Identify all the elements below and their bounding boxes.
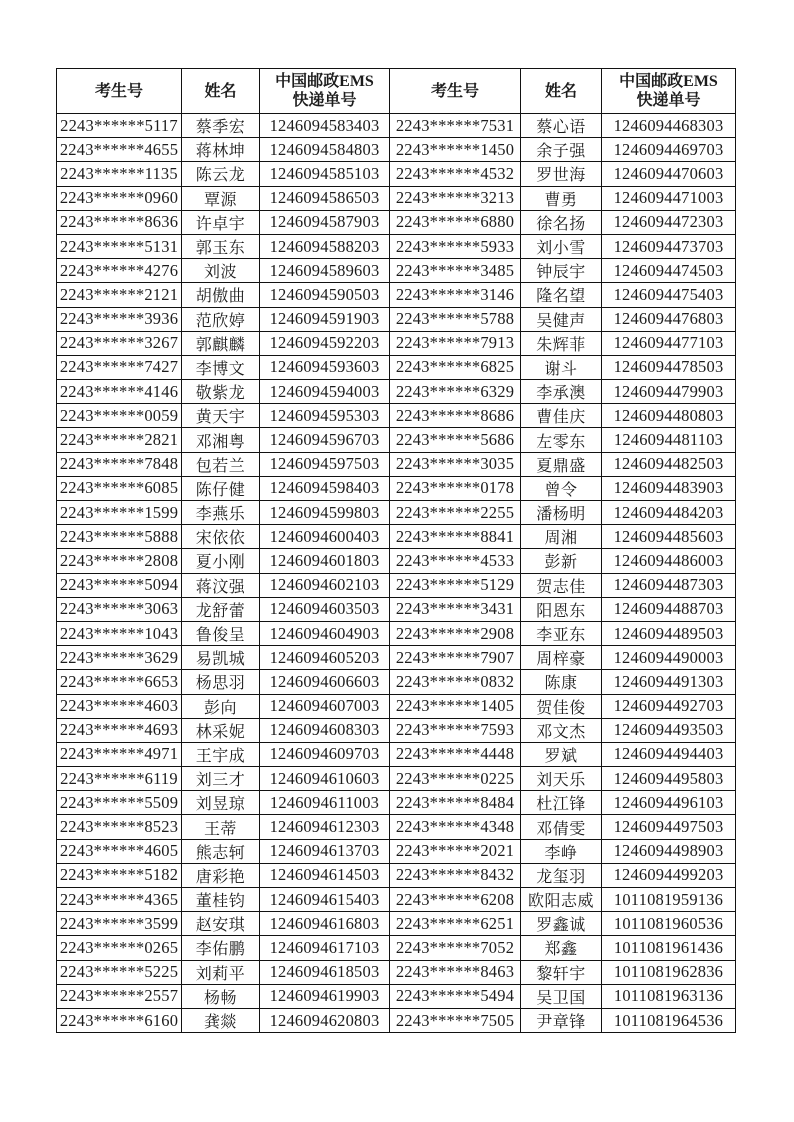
candidate-id-cell: 2243******3629	[57, 646, 182, 670]
candidate-id-cell: 2243******7593	[390, 718, 521, 742]
table-row	[57, 452, 736, 476]
ems-number-cell: 1246094585103	[260, 162, 390, 186]
table-row	[57, 476, 736, 500]
name-cell: 杨思羽	[182, 670, 260, 694]
ems-number-cell: 1246094470603	[602, 162, 736, 186]
candidate-id-cell: 2243******4693	[57, 718, 182, 742]
ems-number-cell: 1246094478503	[602, 355, 736, 379]
candidate-ems-table	[56, 68, 736, 1033]
ems-number-cell: 1246094475403	[602, 283, 736, 307]
candidate-id-cell: 2243******6880	[390, 210, 521, 234]
table-row	[57, 936, 736, 960]
name-cell: 黎轩宇	[521, 960, 602, 984]
candidate-id-cell: 2243******6653	[57, 670, 182, 694]
name-cell: 夏小刚	[182, 549, 260, 573]
name-cell: 曹佳庆	[521, 404, 602, 428]
table-row	[57, 646, 736, 670]
name-cell: 王蒂	[182, 815, 260, 839]
ems-number-cell: 1246094494403	[602, 742, 736, 766]
ems-number-cell: 1246094594003	[260, 380, 390, 404]
name-cell: 陈康	[521, 670, 602, 694]
table-row	[57, 863, 736, 887]
table-row	[57, 1008, 736, 1032]
table-body	[57, 114, 736, 1033]
name-cell: 董桂钧	[182, 888, 260, 912]
name-cell: 钟辰宇	[521, 259, 602, 283]
candidate-id-header: 考生号	[390, 69, 521, 114]
candidate-id-cell: 2243******5131	[57, 234, 182, 258]
name-cell: 李亚东	[521, 621, 602, 645]
ems-number-cell: 1246094609703	[260, 742, 390, 766]
candidate-id-cell: 2243******3936	[57, 307, 182, 331]
table-row	[57, 670, 736, 694]
candidate-id-cell: 2243******5182	[57, 863, 182, 887]
table-row	[57, 694, 736, 718]
ems-number-cell: 1246094597503	[260, 452, 390, 476]
ems-header-line1: 中国邮政EMS	[275, 73, 374, 90]
table-row	[57, 718, 736, 742]
ems-number-cell: 1246094496103	[602, 791, 736, 815]
name-cell: 隆名望	[521, 283, 602, 307]
candidate-id-cell: 2243******5094	[57, 573, 182, 597]
name-cell: 曹勇	[521, 186, 602, 210]
table-row	[57, 767, 736, 791]
ems-number-cell: 1246094489503	[602, 621, 736, 645]
ems-number-cell: 1246094471003	[602, 186, 736, 210]
candidate-id-cell: 2243******2121	[57, 283, 182, 307]
ems-number-header	[260, 69, 390, 114]
candidate-id-cell: 2243******5225	[57, 960, 182, 984]
ems-number-cell: 1246094604903	[260, 621, 390, 645]
candidate-id-cell: 2243******0265	[57, 936, 182, 960]
name-cell: 阳恩东	[521, 597, 602, 621]
table-row	[57, 742, 736, 766]
candidate-id-cell: 2243******2255	[390, 501, 521, 525]
candidate-id-cell: 2243******5129	[390, 573, 521, 597]
table-row	[57, 549, 736, 573]
name-cell: 蒋汶强	[182, 573, 260, 597]
candidate-id-cell: 2243******3431	[390, 597, 521, 621]
candidate-id-cell: 2243******4532	[390, 162, 521, 186]
ems-number-cell: 1246094602103	[260, 573, 390, 597]
ems-number-cell: 1246094617103	[260, 936, 390, 960]
table-row	[57, 380, 736, 404]
candidate-id-cell: 2243******5494	[390, 984, 521, 1008]
candidate-id-cell: 2243******8432	[390, 863, 521, 887]
name-cell: 易凯城	[182, 646, 260, 670]
name-cell: 贺志佳	[521, 573, 602, 597]
table-row	[57, 138, 736, 162]
name-cell: 李承澳	[521, 380, 602, 404]
name-cell: 赵安琪	[182, 912, 260, 936]
candidate-id-cell: 2243******1135	[57, 162, 182, 186]
candidate-id-cell: 2243******7427	[57, 355, 182, 379]
name-cell: 陈云龙	[182, 162, 260, 186]
name-cell: 左零东	[521, 428, 602, 452]
name-cell: 宋依依	[182, 525, 260, 549]
name-cell: 陈仔健	[182, 476, 260, 500]
name-cell: 余子强	[521, 138, 602, 162]
table-row	[57, 307, 736, 331]
ems-number-cell: 1246094482503	[602, 452, 736, 476]
ems-number-cell: 1246094468303	[602, 114, 736, 138]
ems-number-cell: 1246094596703	[260, 428, 390, 452]
name-cell: 李峥	[521, 839, 602, 863]
name-cell: 郭玉东	[182, 234, 260, 258]
candidate-id-cell: 2243******7848	[57, 452, 182, 476]
candidate-id-cell: 2243******4655	[57, 138, 182, 162]
candidate-id-cell: 2243******3213	[390, 186, 521, 210]
candidate-id-cell: 2243******3267	[57, 331, 182, 355]
ems-number-cell: 1246094603503	[260, 597, 390, 621]
ems-number-cell: 1246094499203	[602, 863, 736, 887]
ems-number-cell: 1246094473703	[602, 234, 736, 258]
name-cell: 龚燚	[182, 1008, 260, 1032]
table-row	[57, 960, 736, 984]
ems-number-cell: 1011081961436	[602, 936, 736, 960]
name-cell: 周湘	[521, 525, 602, 549]
candidate-id-cell: 2243******0059	[57, 404, 182, 428]
ems-number-cell: 1246094605203	[260, 646, 390, 670]
table-row	[57, 815, 736, 839]
table-row	[57, 573, 736, 597]
name-cell: 郑鑫	[521, 936, 602, 960]
candidate-id-cell: 2243******3063	[57, 597, 182, 621]
ems-number-cell: 1246094599803	[260, 501, 390, 525]
ems-number-cell: 1246094486003	[602, 549, 736, 573]
candidate-id-cell: 2243******4448	[390, 742, 521, 766]
name-cell: 罗世海	[521, 162, 602, 186]
candidate-id-cell: 2243******2908	[390, 621, 521, 645]
candidate-id-cell: 2243******3146	[390, 283, 521, 307]
name-cell: 邓文杰	[521, 718, 602, 742]
candidate-id-cell: 2243******7505	[390, 1008, 521, 1032]
name-cell: 龙舒蕾	[182, 597, 260, 621]
candidate-id-cell: 2243******2808	[57, 549, 182, 573]
ems-number-cell: 1246094588203	[260, 234, 390, 258]
ems-number-cell: 1011081959136	[602, 888, 736, 912]
table-header-row	[57, 69, 736, 114]
candidate-id-cell: 2243******7907	[390, 646, 521, 670]
table-row	[57, 888, 736, 912]
ems-number-cell: 1246094484203	[602, 501, 736, 525]
candidate-id-cell: 2243******4605	[57, 839, 182, 863]
table-row	[57, 404, 736, 428]
candidate-id-cell: 2243******7052	[390, 936, 521, 960]
table-row	[57, 234, 736, 258]
table-row	[57, 501, 736, 525]
ems-number-cell: 1246094598403	[260, 476, 390, 500]
candidate-id-header: 考生号	[57, 69, 182, 114]
name-cell: 龙玺羽	[521, 863, 602, 887]
ems-header-line1: 中国邮政EMS	[619, 73, 718, 90]
candidate-id-cell: 2243******8636	[57, 210, 182, 234]
table-row	[57, 355, 736, 379]
candidate-id-cell: 2243******3599	[57, 912, 182, 936]
ems-number-cell: 1246094583403	[260, 114, 390, 138]
candidate-id-cell: 2243******2821	[57, 428, 182, 452]
name-cell: 刘莉平	[182, 960, 260, 984]
name-cell: 鲁俊呈	[182, 621, 260, 645]
name-cell: 蔡季宏	[182, 114, 260, 138]
ems-number-cell: 1246094613703	[260, 839, 390, 863]
table-row	[57, 331, 736, 355]
name-cell: 杜江锋	[521, 791, 602, 815]
candidate-id-cell: 2243******4365	[57, 888, 182, 912]
ems-number-cell: 1246094480803	[602, 404, 736, 428]
ems-number-cell: 1246094498903	[602, 839, 736, 863]
name-header: 姓名	[521, 69, 602, 114]
candidate-id-cell: 2243******8484	[390, 791, 521, 815]
candidate-id-cell: 2243******5686	[390, 428, 521, 452]
candidate-id-cell: 2243******4348	[390, 815, 521, 839]
candidate-id-cell: 2243******7913	[390, 331, 521, 355]
candidate-id-cell: 2243******8523	[57, 815, 182, 839]
table-row	[57, 839, 736, 863]
ems-number-cell: 1246094492703	[602, 694, 736, 718]
candidate-id-cell: 2243******0832	[390, 670, 521, 694]
candidate-id-cell: 2243******4971	[57, 742, 182, 766]
ems-number-cell: 1246094608303	[260, 718, 390, 742]
ems-number-cell: 1246094487303	[602, 573, 736, 597]
table-row	[57, 162, 736, 186]
candidate-id-cell: 2243******5933	[390, 234, 521, 258]
name-cell: 谢斗	[521, 355, 602, 379]
name-cell: 范欣婷	[182, 307, 260, 331]
ems-number-cell: 1011081964536	[602, 1008, 736, 1032]
candidate-id-cell: 2243******2557	[57, 984, 182, 1008]
name-cell: 曾令	[521, 476, 602, 500]
ems-number-cell: 1246094592203	[260, 331, 390, 355]
ems-number-cell: 1011081962836	[602, 960, 736, 984]
ems-number-cell: 1246094477103	[602, 331, 736, 355]
candidate-id-cell: 2243******8686	[390, 404, 521, 428]
candidate-id-cell: 2243******6085	[57, 476, 182, 500]
candidate-id-cell: 2243******6119	[57, 767, 182, 791]
ems-header-line2: 快递单号	[636, 92, 701, 109]
ems-number-cell: 1246094620803	[260, 1008, 390, 1032]
table-row	[57, 114, 736, 138]
table-row	[57, 912, 736, 936]
name-cell: 黄天宇	[182, 404, 260, 428]
ems-number-cell: 1246094485603	[602, 525, 736, 549]
name-cell: 彭新	[521, 549, 602, 573]
candidate-id-cell: 2243******1450	[390, 138, 521, 162]
ems-number-cell: 1246094593603	[260, 355, 390, 379]
ems-number-cell: 1011081960536	[602, 912, 736, 936]
ems-number-cell: 1246094591903	[260, 307, 390, 331]
ems-number-cell: 1246094479903	[602, 380, 736, 404]
ems-header-line2: 快递单号	[292, 92, 357, 109]
ems-number-cell: 1246094586503	[260, 186, 390, 210]
name-cell: 尹章锋	[521, 1008, 602, 1032]
ems-number-cell: 1246094590503	[260, 283, 390, 307]
candidate-id-cell: 2243******8841	[390, 525, 521, 549]
ems-number-cell: 1246094469703	[602, 138, 736, 162]
name-cell: 罗斌	[521, 742, 602, 766]
name-cell: 李燕乐	[182, 501, 260, 525]
ems-number-cell: 1246094610603	[260, 767, 390, 791]
name-cell: 刘波	[182, 259, 260, 283]
name-cell: 唐彩艳	[182, 863, 260, 887]
name-cell: 潘杨明	[521, 501, 602, 525]
name-cell: 欧阳志威	[521, 888, 602, 912]
candidate-id-cell: 2243******3035	[390, 452, 521, 476]
candidate-id-cell: 2243******5888	[57, 525, 182, 549]
candidate-id-cell: 2243******1599	[57, 501, 182, 525]
table-row	[57, 525, 736, 549]
ems-number-cell: 1246094618503	[260, 960, 390, 984]
name-cell: 贺佳俊	[521, 694, 602, 718]
name-header: 姓名	[182, 69, 260, 114]
ems-number-cell: 1246094472303	[602, 210, 736, 234]
name-cell: 邓倩雯	[521, 815, 602, 839]
ems-number-cell: 1246094611003	[260, 791, 390, 815]
name-cell: 敬紫龙	[182, 380, 260, 404]
ems-number-cell: 1246094614503	[260, 863, 390, 887]
table-row	[57, 259, 736, 283]
ems-number-cell: 1246094600403	[260, 525, 390, 549]
candidate-id-cell: 2243******1043	[57, 621, 182, 645]
candidate-id-cell: 2243******6329	[390, 380, 521, 404]
candidate-id-cell: 2243******6251	[390, 912, 521, 936]
name-cell: 邓湘粤	[182, 428, 260, 452]
name-cell: 刘小雪	[521, 234, 602, 258]
ems-number-header	[602, 69, 736, 114]
ems-number-cell: 1246094491303	[602, 670, 736, 694]
candidate-id-cell: 2243******4533	[390, 549, 521, 573]
candidate-id-cell: 2243******5117	[57, 114, 182, 138]
ems-number-cell: 1011081963136	[602, 984, 736, 1008]
candidate-id-cell: 2243******6160	[57, 1008, 182, 1032]
ems-number-cell: 1246094495803	[602, 767, 736, 791]
name-cell: 吴卫国	[521, 984, 602, 1008]
ems-number-cell: 1246094587903	[260, 210, 390, 234]
ems-number-cell: 1246094615403	[260, 888, 390, 912]
ems-number-cell: 1246094474503	[602, 259, 736, 283]
table-row	[57, 428, 736, 452]
ems-number-cell: 1246094607003	[260, 694, 390, 718]
candidate-id-cell: 2243******3485	[390, 259, 521, 283]
ems-number-cell: 1246094483903	[602, 476, 736, 500]
name-cell: 蒋林坤	[182, 138, 260, 162]
candidate-id-cell: 2243******1405	[390, 694, 521, 718]
candidate-id-cell: 2243******8463	[390, 960, 521, 984]
ems-number-cell: 1246094493503	[602, 718, 736, 742]
name-cell: 王宇成	[182, 742, 260, 766]
ems-number-cell: 1246094601803	[260, 549, 390, 573]
name-cell: 刘天乐	[521, 767, 602, 791]
ems-number-cell: 1246094490003	[602, 646, 736, 670]
table-row	[57, 597, 736, 621]
candidate-id-cell: 2243******6825	[390, 355, 521, 379]
ems-number-cell: 1246094476803	[602, 307, 736, 331]
ems-number-cell: 1246094595303	[260, 404, 390, 428]
name-cell: 刘昱琼	[182, 791, 260, 815]
candidate-id-cell: 2243******4603	[57, 694, 182, 718]
name-cell: 李博文	[182, 355, 260, 379]
candidate-id-cell: 2243******4146	[57, 380, 182, 404]
name-cell: 朱辉菲	[521, 331, 602, 355]
name-cell: 杨畅	[182, 984, 260, 1008]
ems-number-cell: 1246094481103	[602, 428, 736, 452]
table-row	[57, 210, 736, 234]
table-row	[57, 621, 736, 645]
candidate-id-cell: 2243******6208	[390, 888, 521, 912]
table-row	[57, 984, 736, 1008]
candidate-id-cell: 2243******0178	[390, 476, 521, 500]
table-row	[57, 283, 736, 307]
name-cell: 蔡心语	[521, 114, 602, 138]
name-cell: 刘三才	[182, 767, 260, 791]
ems-number-cell: 1246094488703	[602, 597, 736, 621]
candidate-id-cell: 2243******7531	[390, 114, 521, 138]
name-cell: 吴健声	[521, 307, 602, 331]
candidate-id-cell: 2243******2021	[390, 839, 521, 863]
candidate-id-cell: 2243******4276	[57, 259, 182, 283]
ems-number-cell: 1246094616803	[260, 912, 390, 936]
name-cell: 覃源	[182, 186, 260, 210]
ems-number-cell: 1246094584803	[260, 138, 390, 162]
name-cell: 熊志轲	[182, 839, 260, 863]
name-cell: 胡傲曲	[182, 283, 260, 307]
name-cell: 徐名扬	[521, 210, 602, 234]
ems-number-cell: 1246094497503	[602, 815, 736, 839]
name-cell: 许卓宇	[182, 210, 260, 234]
name-cell: 郭麒麟	[182, 331, 260, 355]
ems-number-cell: 1246094619903	[260, 984, 390, 1008]
name-cell: 包若兰	[182, 452, 260, 476]
ems-number-cell: 1246094612303	[260, 815, 390, 839]
candidate-id-cell: 2243******0225	[390, 767, 521, 791]
candidate-id-cell: 2243******5509	[57, 791, 182, 815]
ems-number-cell: 1246094606603	[260, 670, 390, 694]
table-row	[57, 791, 736, 815]
ems-number-cell: 1246094589603	[260, 259, 390, 283]
name-cell: 李佑鹏	[182, 936, 260, 960]
candidate-id-cell: 2243******5788	[390, 307, 521, 331]
table-row	[57, 186, 736, 210]
name-cell: 彭向	[182, 694, 260, 718]
candidate-id-cell: 2243******0960	[57, 186, 182, 210]
name-cell: 夏鼎盛	[521, 452, 602, 476]
name-cell: 罗鑫诚	[521, 912, 602, 936]
name-cell: 周梓豪	[521, 646, 602, 670]
name-cell: 林采妮	[182, 718, 260, 742]
